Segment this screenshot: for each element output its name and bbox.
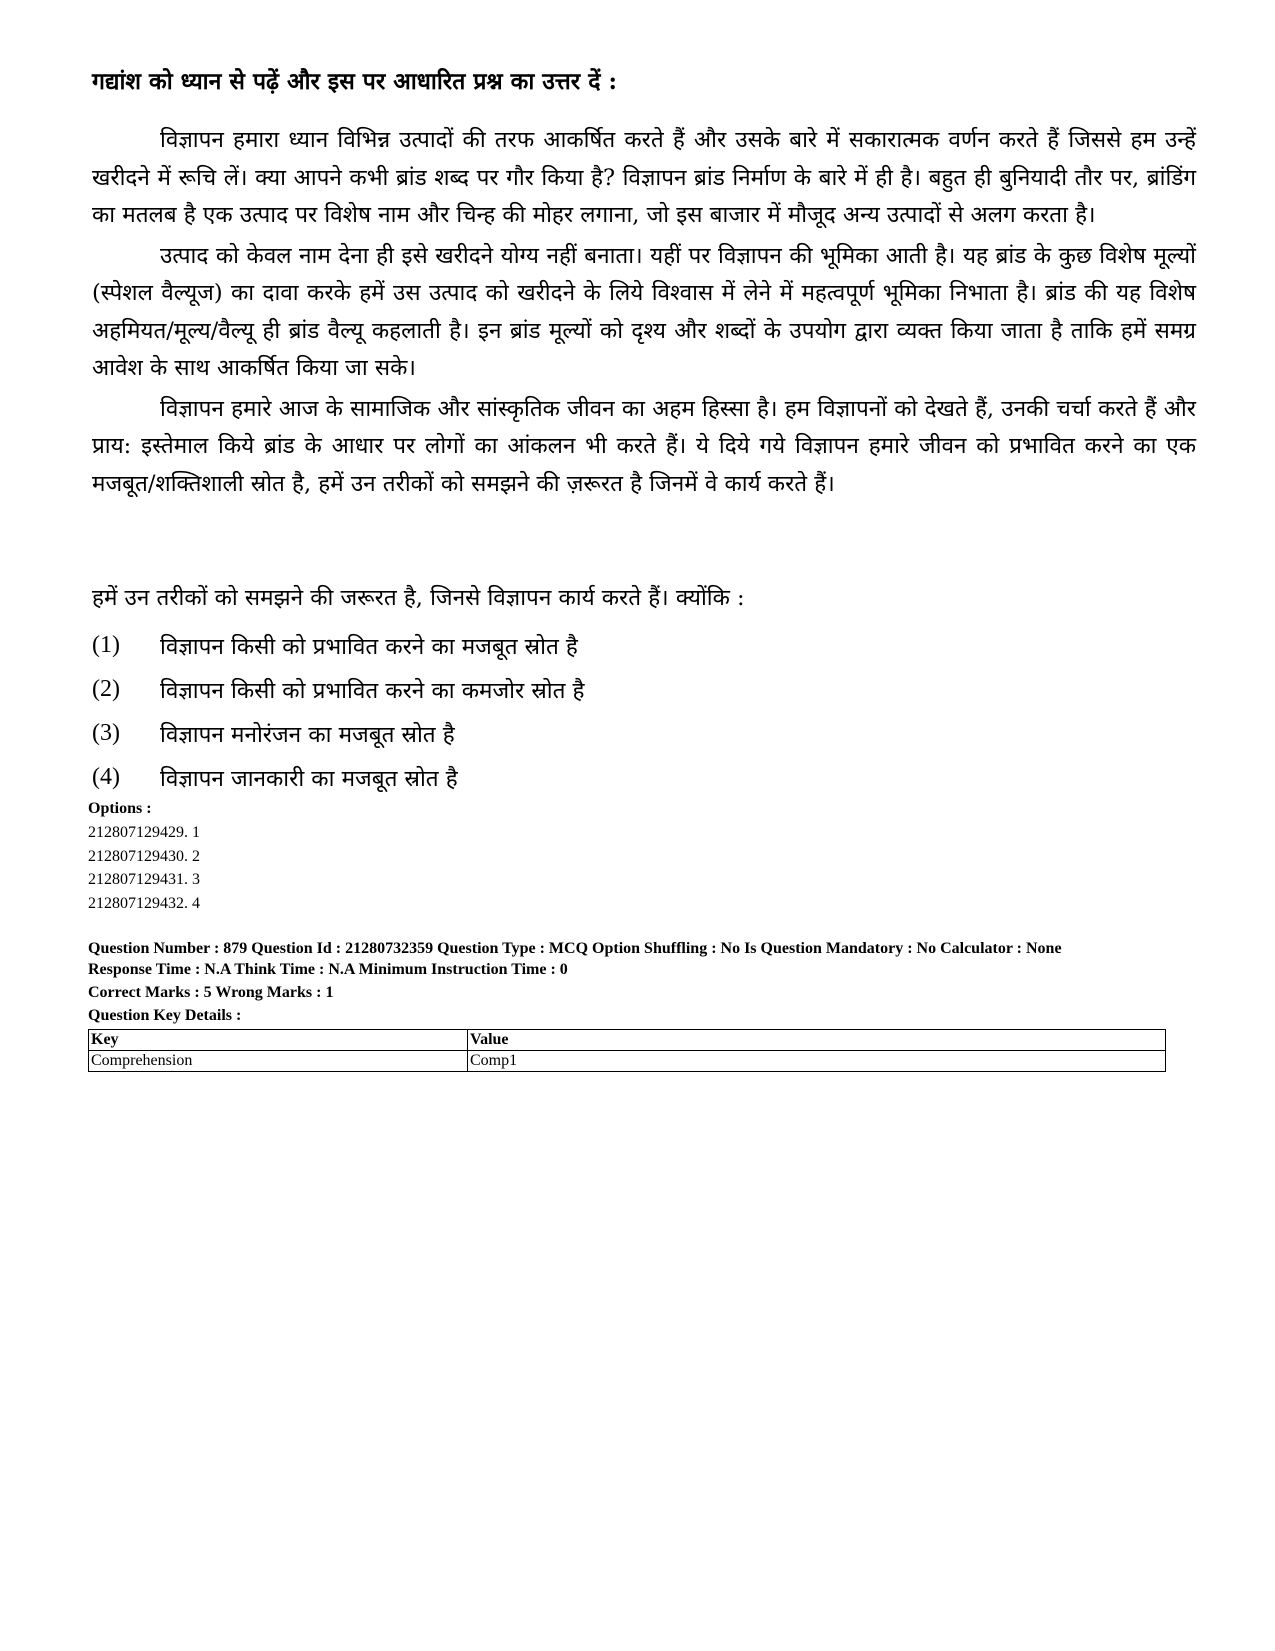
- key-details-label: Question Key Details :: [88, 1007, 242, 1024]
- question-text: हमें उन तरीकों को समझने की जरूरत है, जिनसे विज्ञापन कार्य करते हैं। क्योंकि :: [92, 585, 745, 611]
- passage-paragraph-1: विज्ञापन हमारा ध्यान विभिन्न उत्पादों की तरफ आकर्षित करते हैं और उसके बारे में सकारात्मक वर्णन करते हैं जिससे हम उन्हें खरीदने में रूचि लें। क्या आपने कभी ब्रांड शब्द पर गौर किया है? विज्ञापन ब्रांड निर्माण के बारे में ही है। बहुत ही बुनियादी तौर पर, ब्रांडिंग का मतलब है एक उत्पाद पर विशेष नाम और चिन्ह की मोहर लगाना, जो इस बाजार में मौजूद अन्य उत्पादों से अलग करता है।: [92, 127, 1196, 228]
- table-cell-value: Comp1: [468, 1051, 1166, 1072]
- answer-choices: [92, 623, 992, 799]
- options-label: Options :: [88, 800, 152, 817]
- choice-text: विज्ञापन किसी को प्रभावित करने का कमजोर स्रोत है: [160, 677, 585, 704]
- table-header-key: Key: [89, 1030, 468, 1051]
- passage: [92, 122, 1196, 506]
- key-details-table: [88, 1029, 1166, 1072]
- option-id: 212807129429. 1: [88, 824, 200, 841]
- question-info-line-2: Response Time : N.A Think Time : N.A Minimum Instruction Time : 0: [88, 961, 568, 978]
- choice-4: [92, 755, 992, 799]
- option-id-list: [88, 821, 200, 915]
- table-cell-key: Comprehension: [89, 1051, 468, 1072]
- table-header-row: [89, 1030, 1166, 1051]
- table-header-value: Value: [468, 1030, 1166, 1051]
- choice-number: (3): [92, 719, 120, 746]
- passage-instruction-heading: गद्यांश को ध्यान से पढ़ें और इस पर आधारित प्रश्न का उत्तर दें :: [92, 68, 617, 95]
- choice-number: (2): [92, 675, 120, 702]
- option-id: 212807129432. 4: [88, 894, 200, 912]
- choice-number: (1): [92, 631, 120, 658]
- choice-text: विज्ञापन मनोरंजन का मजबूत स्रोत है: [160, 721, 455, 748]
- question-info: [88, 938, 1248, 980]
- passage-paragraph-3: विज्ञापन हमारे आज के सामाजिक और सांस्कृतिक जीवन का अहम हिस्सा है। हम विज्ञापनों को देखते हैं, उनकी चर्चा करते हैं और प्राय: इस्तेमाल किये ब्रांड के आधार पर लोगों का आंकलन भी करते हैं। ये दिये गये विज्ञापन हमारे जीवन को प्रभावित करने का एक मजबूत/शक्तिशाली स्रोत है, हमें उन तरीकों को समझने की ज़रूरत है जिनमें वे कार्य करते हैं।: [92, 395, 1196, 497]
- passage-paragraph-2: उत्पाद को केवल नाम देना ही इसे खरीदने योग्य नहीं बनाता। यहीं पर विज्ञापन की भूमिका आती है। यह ब्रांड के कुछ विशेष मूल्यों (स्पेशल वैल्यूज) का दावा करके हमें उस उत्पाद को खरीदने के लिये विश्वास में लेने में महत्वपूर्ण भूमिका निभाता है। ब्रांड की यह विशेष अहमियत/मूल्य/वैल्यू ही ब्रांड वैल्यू कहलाती है। इन ब्रांड मूल्यों को दृश्य और शब्दों के उपयोग द्वारा व्यक्त किया जाता है ताकि हमें समग्र आवेश के साथ आकर्षित किया जा सके।: [92, 242, 1196, 381]
- option-id: 212807129430. 2: [88, 847, 200, 865]
- choice-1: [92, 623, 992, 667]
- choice-3: [92, 711, 992, 755]
- choice-text: विज्ञापन जानकारी का मजबूत स्रोत है: [160, 765, 458, 792]
- marks-info: Correct Marks : 5 Wrong Marks : 1: [88, 984, 334, 1001]
- table-row: [89, 1051, 1166, 1072]
- choice-text: विज्ञापन किसी को प्रभावित करने का मजबूत स्रोत है: [160, 633, 578, 660]
- question-info-line-1: Question Number : 879 Question Id : 21280732359 Question Type : MCQ Option Shuffling : No Is Question Mandatory : No Calculator : None: [88, 940, 1062, 957]
- choice-2: [92, 667, 992, 711]
- option-id: 212807129431. 3: [88, 871, 200, 888]
- choice-number: (4): [92, 763, 120, 790]
